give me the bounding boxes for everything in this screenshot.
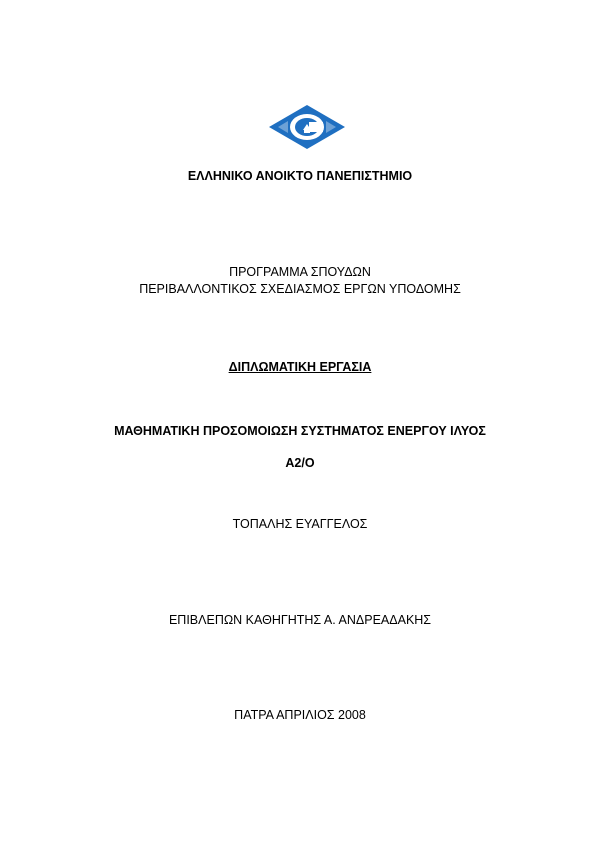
- author-name: ΤΟΠΑΛΗΣ ΕΥΑΓΓΕΛΟΣ: [232, 517, 368, 531]
- university-name: ΕΛΛΗΝΙΚΟ ΑΝΟΙΚΤΟ ΠΑΝΕΠΙΣΤΗΜΙΟ: [187, 169, 413, 183]
- program-label: ΠΡΟΓΡΑΜΜΑ ΣΠΟΥΔΩΝ: [229, 265, 371, 279]
- program-name: ΠΕΡΙΒΑΛΛΟΝΤΙΚΟΣ ΣΧΕΔΙΑΣΜΟΣ ΕΡΓΩΝ ΥΠΟΔΟΜΗΣ: [139, 282, 461, 296]
- thesis-title: ΜΑΘΗΜΑΤΙΚΗ ΠΡΟΣΟΜΟΙΩΣΗ ΣΥΣΤΗΜΑΤΟΣ ΕΝΕΡΓΟΥ ΙΛΥΟΣ: [114, 424, 486, 438]
- place-date: ΠΑΤΡΑ ΑΠΡΙΛΙΟΣ 2008: [234, 708, 366, 722]
- document-type: ΔΙΠΛΩΜΑΤΙΚΗ ΕΡΓΑΣΙΑ: [228, 360, 372, 374]
- supervisor-line: ΕΠΙΒΛΕΠΩΝ ΚΑΘΗΓΗΤΗΣ Α. ΑΝΔΡΕΑΔΑΚΗΣ: [168, 613, 432, 627]
- thesis-subtitle: A2/O: [285, 456, 315, 470]
- university-logo: [268, 104, 346, 150]
